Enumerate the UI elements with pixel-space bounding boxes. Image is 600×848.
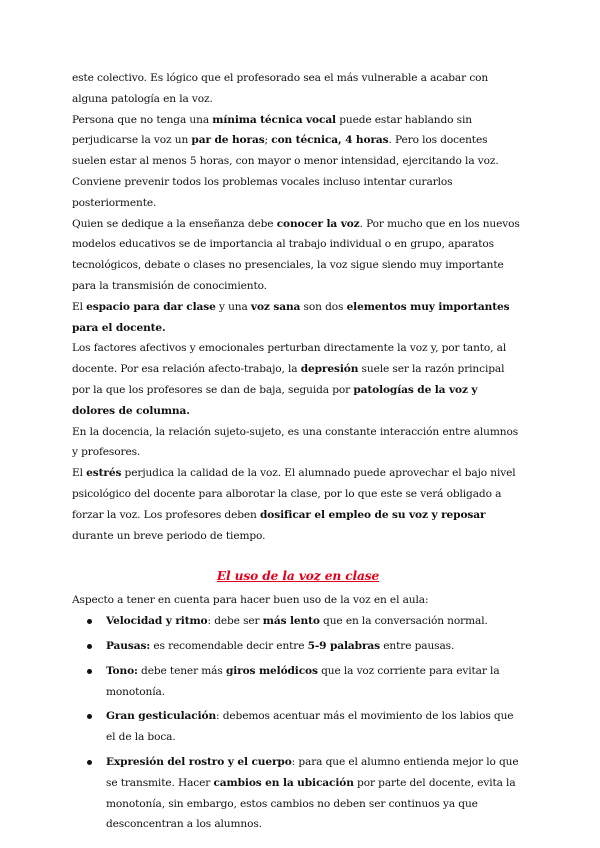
bold-text: 5-9 palabras [307, 639, 381, 652]
bold-text: patologías de la voz y dolores de columna. [72, 383, 478, 417]
text-run: El [72, 300, 87, 313]
text-run: son dos [300, 300, 347, 313]
text-run: Quien se dedique a la enseñanza debe [72, 217, 277, 230]
text-run: : debe ser [207, 615, 263, 628]
section-heading: El uso de la voz en clase [216, 569, 380, 584]
text-run: : debemos acentuar más el movimiento de los labios que el de la boca. [106, 710, 514, 744]
body-paragraph [72, 214, 524, 297]
bold-text: Expresión del rostro y el cuerpo [106, 755, 292, 768]
body-paragraph [72, 338, 524, 421]
bold-text: par de horas [191, 134, 265, 147]
bullet-dot-icon [87, 644, 92, 649]
bold-text: Velocidad y ritmo [106, 615, 208, 628]
section-intro: Aspecto a tener en cuenta para hacer buen uso de la voz en el aula: [72, 594, 429, 607]
bold-text: elementos muy importantes para el docente. [72, 300, 510, 334]
bold-text: conocer la voz [276, 217, 360, 230]
bullet-dot-icon [87, 760, 92, 765]
bullet-item [72, 661, 524, 703]
text-run: puede estar hablando sin perjudicarse la voz un [72, 113, 472, 147]
text-run: En la docencia, la relación sujeto-sujeto, es una constante interacción entre alumnos y profesores. [72, 425, 519, 459]
text-run: Los factores afectivos y emocionales perturban directamente la voz y, por tanto, al docente. Por esa relación afecto-trabajo, la [72, 342, 507, 376]
bullet-item [72, 636, 524, 657]
bullet-item [72, 611, 524, 632]
text-run: por parte del docente, evita la monotonía, sin embargo, estos cambios no deben ser continuos ya que desconcentran a los alumnos. [106, 776, 516, 831]
text-run: . Pero los docentes suelen estar al menos 5 horas, con mayor o menor intensidad, ejercitando la voz. Conviene prevenir todos los problemas vocales incluso intentar curarlos posteriormente. [72, 134, 499, 209]
bullet-item [72, 752, 524, 835]
bold-text: Pausas: [106, 639, 151, 652]
bold-text: estrés [86, 467, 122, 480]
text-run: y una [215, 300, 251, 313]
bullet-item [72, 706, 524, 748]
text-run: durante un breve periodo de tiempo. [72, 529, 266, 542]
body-paragraph [72, 422, 524, 464]
text-run: debe tener más [137, 664, 226, 677]
bold-text: dosificar el empleo de su voz y reposar [260, 508, 486, 521]
document-body [72, 68, 524, 839]
text-run: suele ser la razón principal por la que los profesores se dan de baja, seguida por [72, 363, 505, 396]
bold-text: más lento [262, 615, 320, 628]
text-run: . Por mucho que en los nuevos modelos educativos se de importancia al trabajo individual o en grupo, aparatos tecnológicos, debate o clases no presenciales, la voz sigue siendo muy importante para la transmisión de conocimiento. [72, 217, 520, 292]
bold-text: con técnica, 4 horas [271, 134, 389, 147]
text-run: que en la conversación normal. [319, 615, 488, 628]
text-run: Persona que no tenga una [72, 113, 213, 126]
bold-text: cambios en la ubicación [213, 776, 354, 789]
text-run: : para que el alumno entienda mejor lo que se transmite. Hacer [106, 755, 519, 789]
bold-text: espacio para dar clase [86, 300, 216, 313]
text-run: El [72, 467, 87, 480]
text-run: este colectivo. Es lógico que el profesorado sea el más vulnerable a acabar con alguna patología en la voz. [72, 72, 489, 105]
bold-text: Gran gesticulación [106, 710, 217, 723]
bold-text: giros melódicos [225, 664, 318, 677]
body-paragraph [72, 297, 524, 339]
text-run: perjudica la calidad de la voz. El alumnado puede aprovechar el bajo nivel psicológico del docente para alborotar la clase, por lo que este se verá obligado a forzar la voz. Los profesores deben [72, 467, 516, 521]
body-paragraph [72, 110, 524, 214]
bullet-dot-icon [87, 669, 92, 674]
text-run: ; [264, 134, 272, 147]
bold-text: voz sana [250, 300, 301, 313]
bullet-dot-icon [87, 714, 92, 719]
paragraph-list [72, 68, 524, 546]
bold-text: mínima técnica vocal [212, 113, 336, 126]
text-run: es recomendable decir entre [150, 639, 308, 652]
text-run: que la voz corriente para evitar la monotonía. [106, 664, 500, 698]
body-paragraph [72, 68, 524, 110]
body-paragraph [72, 463, 524, 546]
bullet-list [72, 611, 524, 835]
bullet-dot-icon [87, 619, 92, 624]
bold-text: Tono: [106, 664, 138, 677]
bold-text: depresión [300, 363, 359, 376]
text-run: entre pausas. [380, 639, 455, 652]
